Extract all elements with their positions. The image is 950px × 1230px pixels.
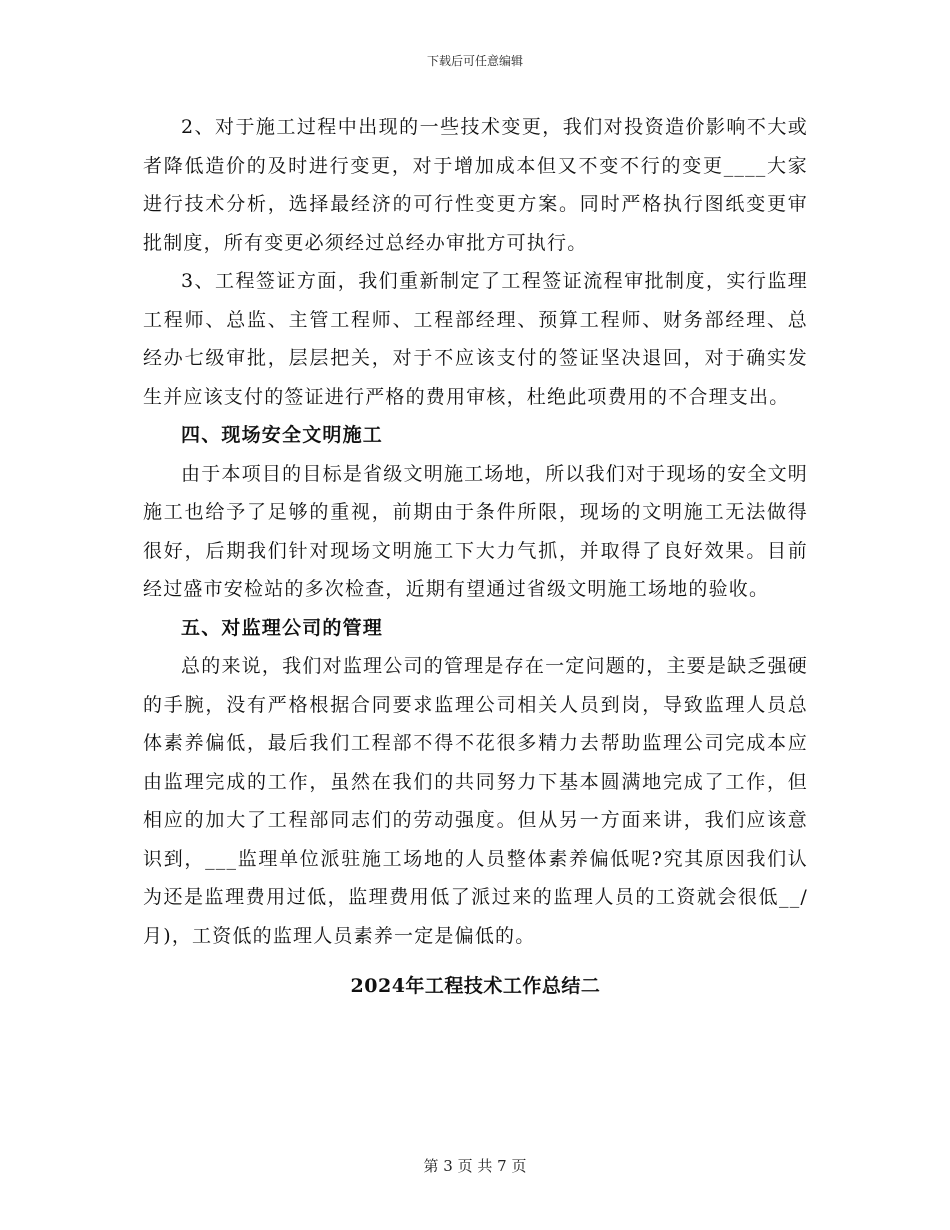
document-body [143, 108, 808, 1006]
paragraph-supervision-management: 总的来说，我们对监理公司的管理是存在一定问题的，主要是缺乏强硬的手腕，没有严格根据合同要求监理公司相关人员到岗，导致监理人员总体素养偏低，最后我们工程部不得不花很多精力去帮助监理公司完成本应由监理完成的工作，虽然在我们的共同努力下基本圆满地完成了工作，但相应的加大了工程部同志们的劳动强度。但从另一方面来讲，我们应该意识到，___监理单位派驻施工场地的人员整体素养偏低呢?究其原因我们认为还是监理费用过低，监理费用低了派过来的监理人员的工资就会很低__/月)，工资低的监理人员素养一定是偏低的。 [143, 655, 808, 947]
section-title: 2024年工程技术工作总结二 [350, 975, 601, 997]
heading-supervision-management: 五、对监理公司的管理 [181, 616, 384, 639]
paragraph-technical-changes: 2、对于施工过程中出现的一些技术变更，我们对投资造价影响不大或者降低造价的及时进行变更，对于增加成本但又不变不行的变更____大家进行技术分析，选择最经济的可行性变更方案。同时严格执行图纸变更审批制度，所有变更必须经过总经办审批方可执行。 [143, 116, 808, 254]
paragraph-engineering-visa: 3、工程签证方面，我们重新制定了工程签证流程审批制度，实行监理工程师、总监、主管工程师、工程部经理、预算工程师、财务部经理、总经办七级审批，层层把关，对于不应该支付的签证坚决退回，对于确实发生并应该支付的签证进行严格的费用审核，杜绝此项费用的不合理支出。 [143, 270, 808, 408]
paragraph-site-safety: 由于本项目的目标是省级文明施工场地，所以我们对于现场的安全文明施工也给予了足够的重视，前期由于条件所限，现场的文明施工无法做得很好，后期我们针对现场文明施工下大力气抓，并取得了良好效果。目前经过盛市安检站的多次检查，近期有望通过省级文明施工场地的验收。 [143, 462, 808, 600]
page-header: 下载后可任意编辑 [426, 54, 523, 68]
page-footer: 第 3 页 共 7 页 [423, 1157, 527, 1175]
heading-site-safety: 四、现场安全文明施工 [181, 424, 384, 446]
